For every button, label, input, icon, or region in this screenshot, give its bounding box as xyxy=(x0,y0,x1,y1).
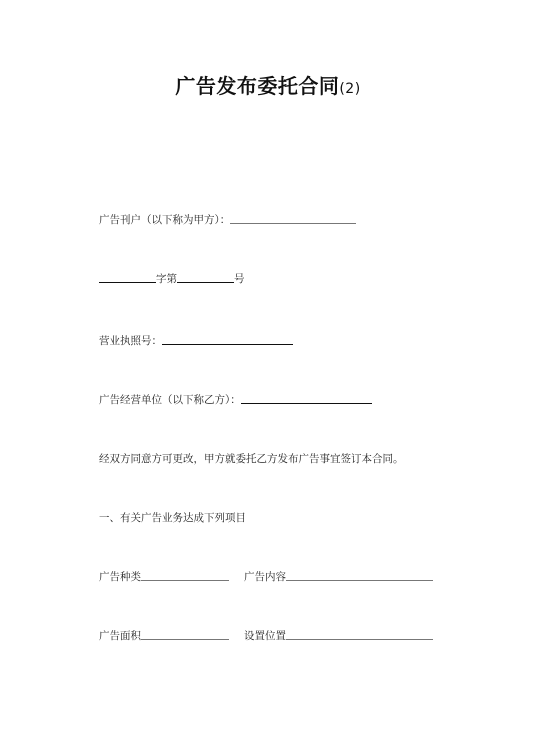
contract-number-line xyxy=(99,272,245,286)
party-a-line xyxy=(99,213,356,227)
title-text: 广告发布委托合同 xyxy=(175,74,340,98)
zi-prefix-blank[interactable] xyxy=(99,281,156,283)
license-line xyxy=(99,334,293,348)
party-b-label: 广告经营单位（以下称乙方）： xyxy=(99,394,241,406)
license-label: 营业执照号： xyxy=(99,335,162,347)
party-a-blank[interactable] xyxy=(230,222,356,224)
position-blank[interactable] xyxy=(286,638,433,640)
ad-type-blank[interactable] xyxy=(141,579,229,581)
ad-content-label: 广告内容 xyxy=(244,571,286,583)
party-a-label: 广告刊户（以下称为甲方）： xyxy=(99,214,231,226)
ad-area-label: 广告面积 xyxy=(99,630,141,642)
party-b-line xyxy=(99,393,372,407)
ad-type-label: 广告种类 xyxy=(99,571,141,583)
party-b-blank[interactable] xyxy=(241,402,372,404)
number-blank[interactable] xyxy=(177,281,234,283)
agreement-paragraph: 经双方同意方可更改，甲方就委托乙方发布广告事宜签订本合同。 xyxy=(99,453,404,465)
position-label: 设置位置 xyxy=(244,630,286,642)
hao-label: 号 xyxy=(234,273,245,285)
contract-title xyxy=(0,70,536,99)
zi-label: 字第 xyxy=(156,273,177,285)
ad-content-blank[interactable] xyxy=(286,579,433,581)
ad-type-content-line xyxy=(99,570,433,584)
section-one-heading: 一、有关广告业务达成下列项目 xyxy=(99,512,246,524)
ad-area-position-line xyxy=(99,629,433,643)
ad-area-blank[interactable] xyxy=(141,638,229,640)
title-suffix: (2) xyxy=(339,81,361,97)
license-blank[interactable] xyxy=(162,343,293,345)
